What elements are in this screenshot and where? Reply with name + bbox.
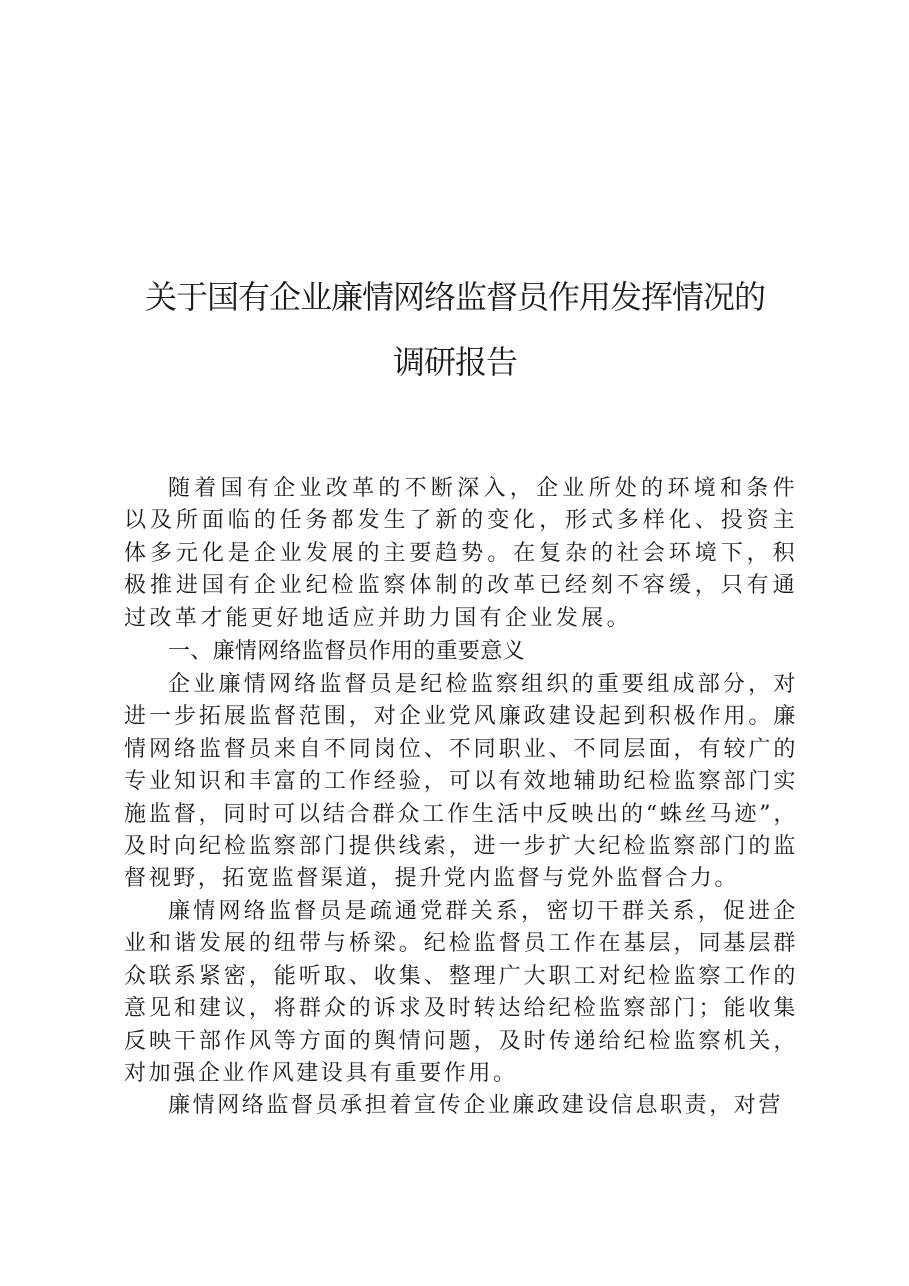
section-1-paragraph-2: 廉情网络监督员是疏通党群关系，密切干群关系，促进企业和谐发展的纽带与桥梁。纪检监督员工作在基层，同基层群众联系紧密，能听取、收集、整理广大职工对纪检监察工作的意见和建议，将群众的诉求及时转达给纪检监察部门；能收集反映干部作风等方面的舆情问题，及时传递给纪检监察机关，对加强企业作风建设具有重要作用。 (124, 898, 798, 1086)
section-1-paragraph-1: 企业廉情网络监督员是纪检监察组织的重要组成部分，对进一步拓展监督范围，对企业党风廉政建设起到积极作用。廉情网络监督员来自不同岗位、不同职业、不同层面，有较广的专业知识和丰富的工作经验，可以有效地辅助纪检监察部门实施监督，同时可以结合群众工作生活中反映出的“蛛丝马迹”，及时向纪检监察部门提供线索，进一步扩大纪检监察部门的监督视野，拓宽监督渠道，提升党内监督与党外监督合力。 (124, 672, 798, 892)
document-title-line-2: 调研报告 (392, 343, 517, 381)
document-body (124, 473, 798, 1123)
section-1-paragraph-3: 廉情网络监督员承担着宣传企业廉政建设信息职责，对营 (168, 1093, 784, 1119)
document-title-line-1: 关于国有企业廉情网络监督员作用发挥情况的 (144, 278, 765, 316)
section-1-heading: 一、廉情网络监督员作用的重要意义 (168, 639, 525, 665)
intro-paragraph: 随着国有企业改革的不断深入，企业所处的环境和条件以及所面临的任务都发生了新的变化，形式多样化、投资主体多元化是企业发展的主要趋势。在复杂的社会环境下，积极推进国有企业纪检监察体制的改革已经刻不容缓，只有通过改革才能更好地适应并助力国有企业发展。 (124, 476, 798, 631)
